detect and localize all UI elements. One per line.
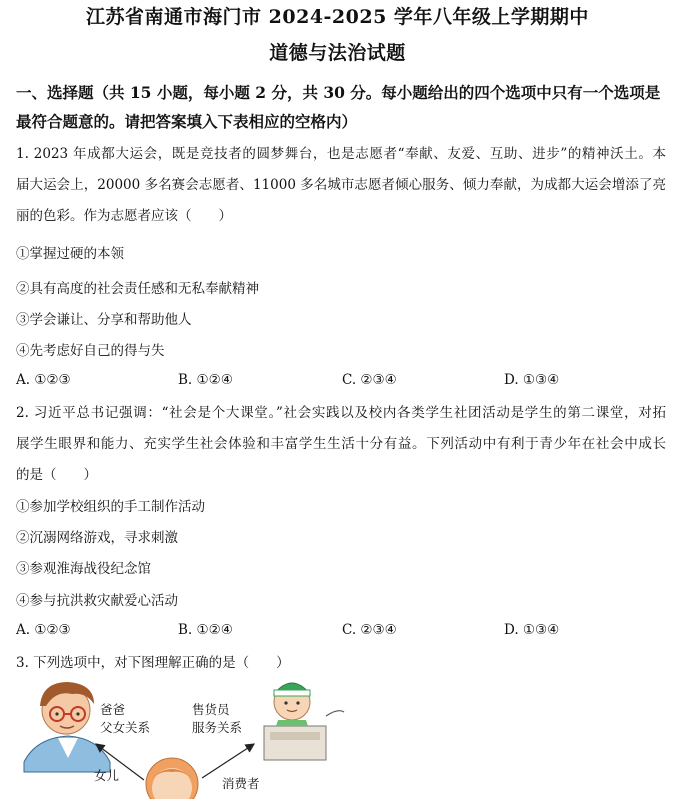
q2-option-c: C. ②③④ [342, 622, 397, 638]
q1-statement: ②具有高度的社会责任感和无私奉献精神 [16, 281, 259, 297]
seller-label: 售货员 [192, 702, 230, 717]
q1-option-d: D. ①③④ [504, 372, 560, 388]
dad-relation-label: 父女关系 [100, 720, 151, 735]
q2-statement: ①参加学校组织的手工制作活动 [16, 499, 205, 515]
salesperson-figure [264, 683, 344, 760]
daughter-figure [146, 758, 198, 799]
q2-option-d: D. ①③④ [504, 622, 560, 638]
q2-statement: ②沉溺网络游戏，寻求刺激 [16, 530, 178, 546]
q2-statement: ③参观淮海战役纪念馆 [16, 561, 151, 577]
q1-option-a: A. ①②③ [16, 372, 71, 388]
q1-statement: ①掌握过硬的本领 [16, 246, 124, 262]
dad-label: 爸爸 [100, 702, 126, 717]
q3-relationship-figure [16, 672, 376, 799]
q1-stem-line: 1. 2023 年成都大运会，既是竞技者的圆梦舞台，也是志愿者“奉献、友爱、互助、进步”的精神沃土。本 [16, 146, 666, 162]
q1-stem-line: 丽的色彩。作为志愿者应该（ ） [16, 208, 232, 224]
q1-option-c: C. ②③④ [342, 372, 397, 388]
q1-stem-line: 届大运会上，20000 多名赛会志愿者、11000 多名城市志愿者倾心服务、倾力奉献，为成都大运会增添了亮 [16, 177, 666, 193]
section-heading-line: 最符合题意的。请把答案填入下表相应的空格内） [16, 112, 358, 131]
exam-title: 江苏省南通市海门市 2024-2025 学年八年级上学期期中 [86, 6, 589, 28]
section-heading [16, 78, 666, 136]
q1-option-b: B. ①②④ [178, 372, 233, 388]
exam-subtitle: 道德与法治试题 [269, 42, 406, 64]
q3-stem: 3. 下列选项中，对下图理解正确的是（ ） [16, 655, 290, 671]
q2-stem-line: 2. 习近平总书记强调：“社会是个大课堂。”社会实践以及校内各类学生社团活动是学生的第二课堂，对拓 [16, 405, 666, 421]
q1-statement: ④先考虑好自己的得与失 [16, 343, 165, 359]
father-figure [24, 682, 110, 772]
q1-statement: ③学会谦让、分享和帮助他人 [16, 312, 192, 328]
daughter-label: 女儿 [94, 768, 120, 783]
consumer-label: 消费者 [222, 776, 260, 791]
q2-option-b: B. ①②④ [178, 622, 233, 638]
q2-stem-line: 的是（ ） [16, 467, 97, 483]
section-heading-line: 一、选择题（共 15 小题，每小题 2 分，共 30 分。每小题给出的四个选项中只有一个选项是 [16, 83, 661, 102]
q2-stem-line: 展学生眼界和能力、充实学生社会体验和丰富学生生活十分有益。下列活动中有利于青少年在社会中成长 [16, 436, 666, 452]
q2-statement: ④参与抗洪救灾献爱心活动 [16, 593, 178, 609]
q2-option-a: A. ①②③ [16, 622, 71, 638]
seller-relation-label: 服务关系 [192, 720, 243, 735]
